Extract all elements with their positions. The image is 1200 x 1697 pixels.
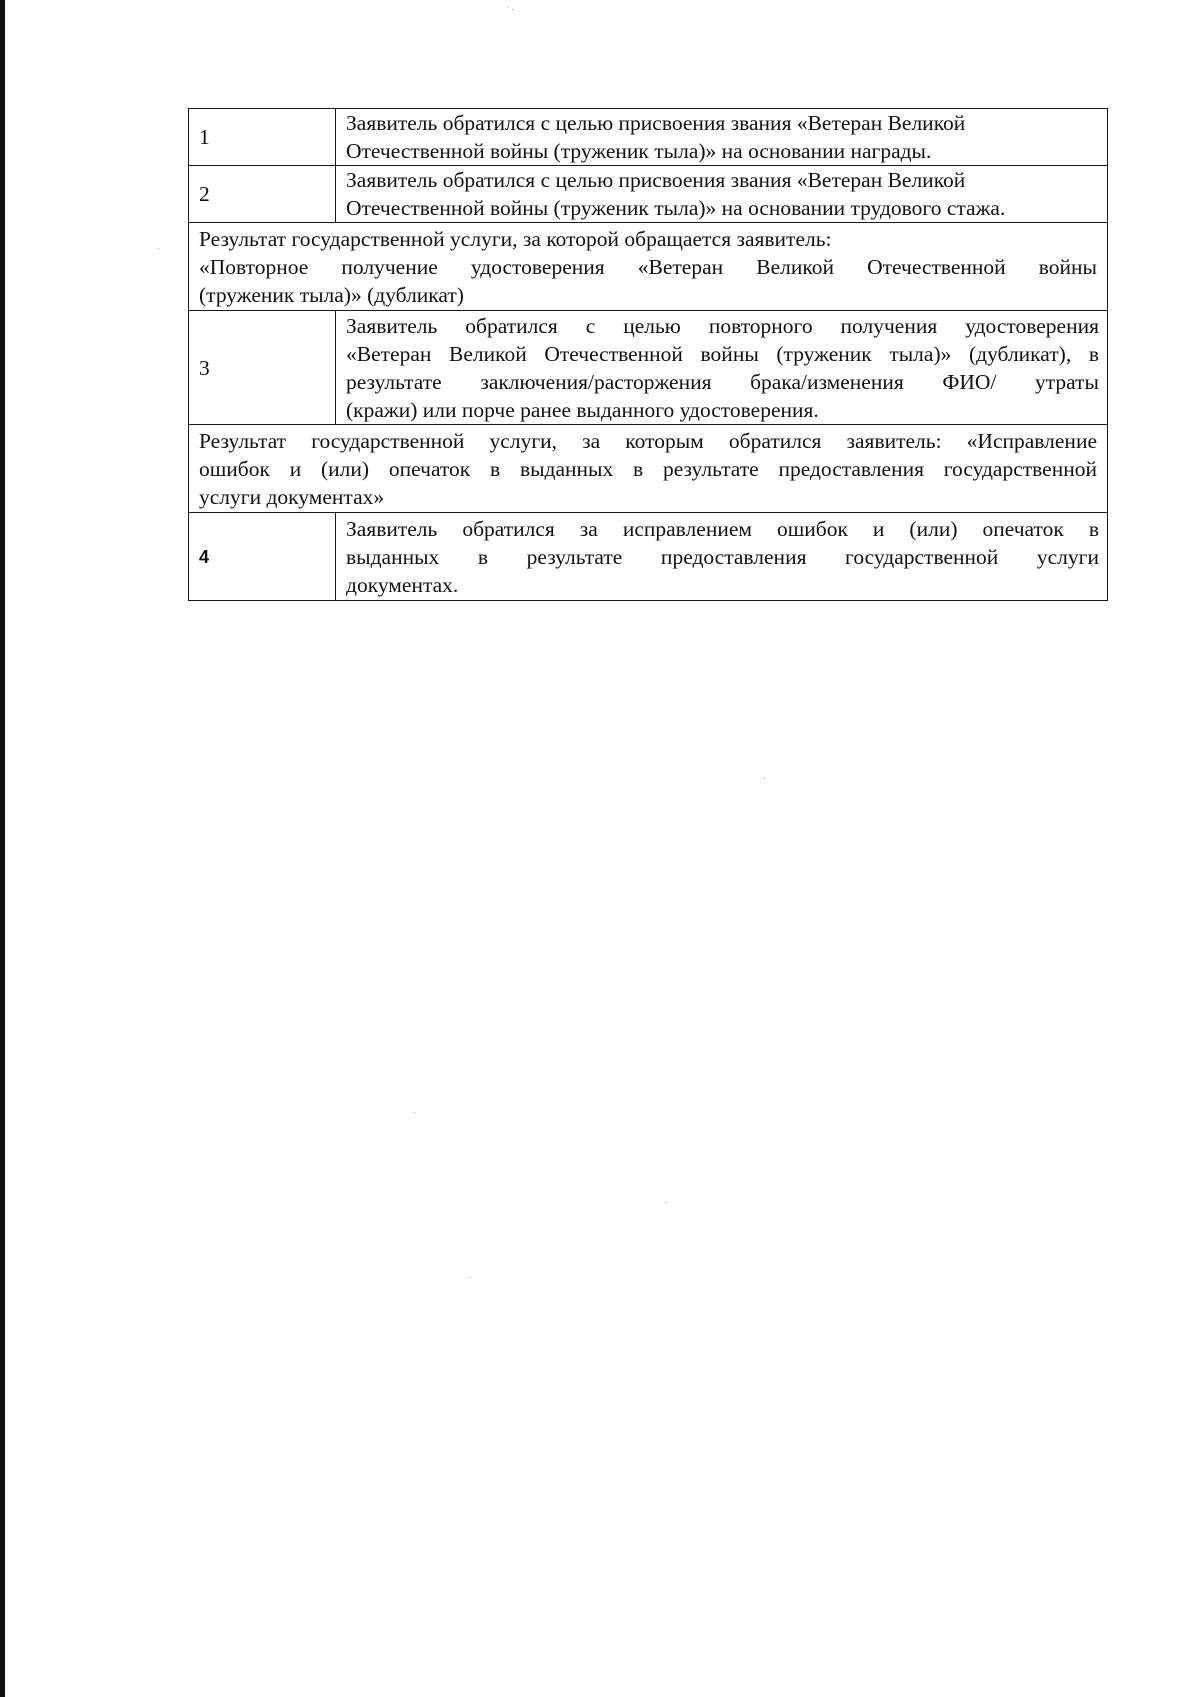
text-line: (труженик тыла)» (дубликат) bbox=[199, 282, 464, 307]
row-text bbox=[336, 166, 1108, 223]
text-line: услуги документах» bbox=[199, 484, 385, 509]
text-line: Отечественной войны (труженик тыла)» на основании награды. bbox=[346, 139, 932, 163]
row-number: 3 bbox=[189, 311, 336, 425]
row-number: 1 bbox=[189, 109, 336, 166]
text-line: выданных в результате предоставления государственной услуги bbox=[346, 544, 1099, 569]
row-number: 2 bbox=[189, 166, 336, 223]
scan-speck bbox=[666, 1202, 667, 1203]
table-row bbox=[189, 166, 1108, 223]
section-header-row bbox=[189, 223, 1108, 311]
text-line: ошибок и (или) опечаток в выданных в результате предоставления государственной bbox=[199, 456, 1097, 481]
scan-speck bbox=[764, 778, 765, 779]
text-line: Результат государственной услуги, за которым обратился заявитель: «Исправление bbox=[199, 428, 1097, 453]
text-line: Заявитель обратился за исправлением ошибок и (или) опечаток в bbox=[346, 516, 1099, 541]
text-line: Результат государственной услуги, за которой обращается заявитель: bbox=[199, 226, 832, 251]
table-row bbox=[189, 513, 1108, 601]
scan-speck bbox=[470, 1277, 471, 1278]
text-line: документах. bbox=[346, 572, 459, 597]
row-text bbox=[336, 311, 1108, 425]
services-table bbox=[188, 108, 1108, 601]
section-header-row bbox=[189, 425, 1108, 513]
text-line: Заявитель обратился с целью повторного получения удостоверения bbox=[346, 313, 1099, 338]
text-line: «Повторное получение удостоверения «Ветеран Великой Отечественной войны bbox=[199, 254, 1097, 279]
text-line: Заявитель обратился с целью присвоения звания «Ветеран Великой bbox=[346, 111, 966, 135]
text-line: Заявитель обратился с целью присвоения звания «Ветеран Великой bbox=[346, 168, 966, 192]
row-number: 4 bbox=[189, 513, 336, 601]
row-text bbox=[336, 513, 1108, 601]
scan-speck bbox=[508, 6, 509, 7]
row-text bbox=[336, 109, 1108, 166]
scan-edge bbox=[0, 0, 5, 1697]
text-line: «Ветеран Великой Отечественной войны (труженик тыла)» (дубликат), в bbox=[346, 341, 1099, 366]
text-line: результате заключения/расторжения брака/изменения ФИО/ утраты bbox=[346, 369, 1099, 394]
table-row bbox=[189, 311, 1108, 425]
scan-speck bbox=[512, 9, 513, 10]
scan-speck bbox=[158, 248, 159, 249]
text-line: (кражи) или порче ранее выданного удостоверения. bbox=[346, 397, 819, 422]
text-line: Отечественной войны (труженик тыла)» на основании трудового стажа. bbox=[346, 196, 1006, 220]
section-header bbox=[189, 223, 1108, 311]
scan-speck bbox=[414, 1112, 415, 1113]
section-header bbox=[189, 425, 1108, 513]
table-row bbox=[189, 109, 1108, 166]
